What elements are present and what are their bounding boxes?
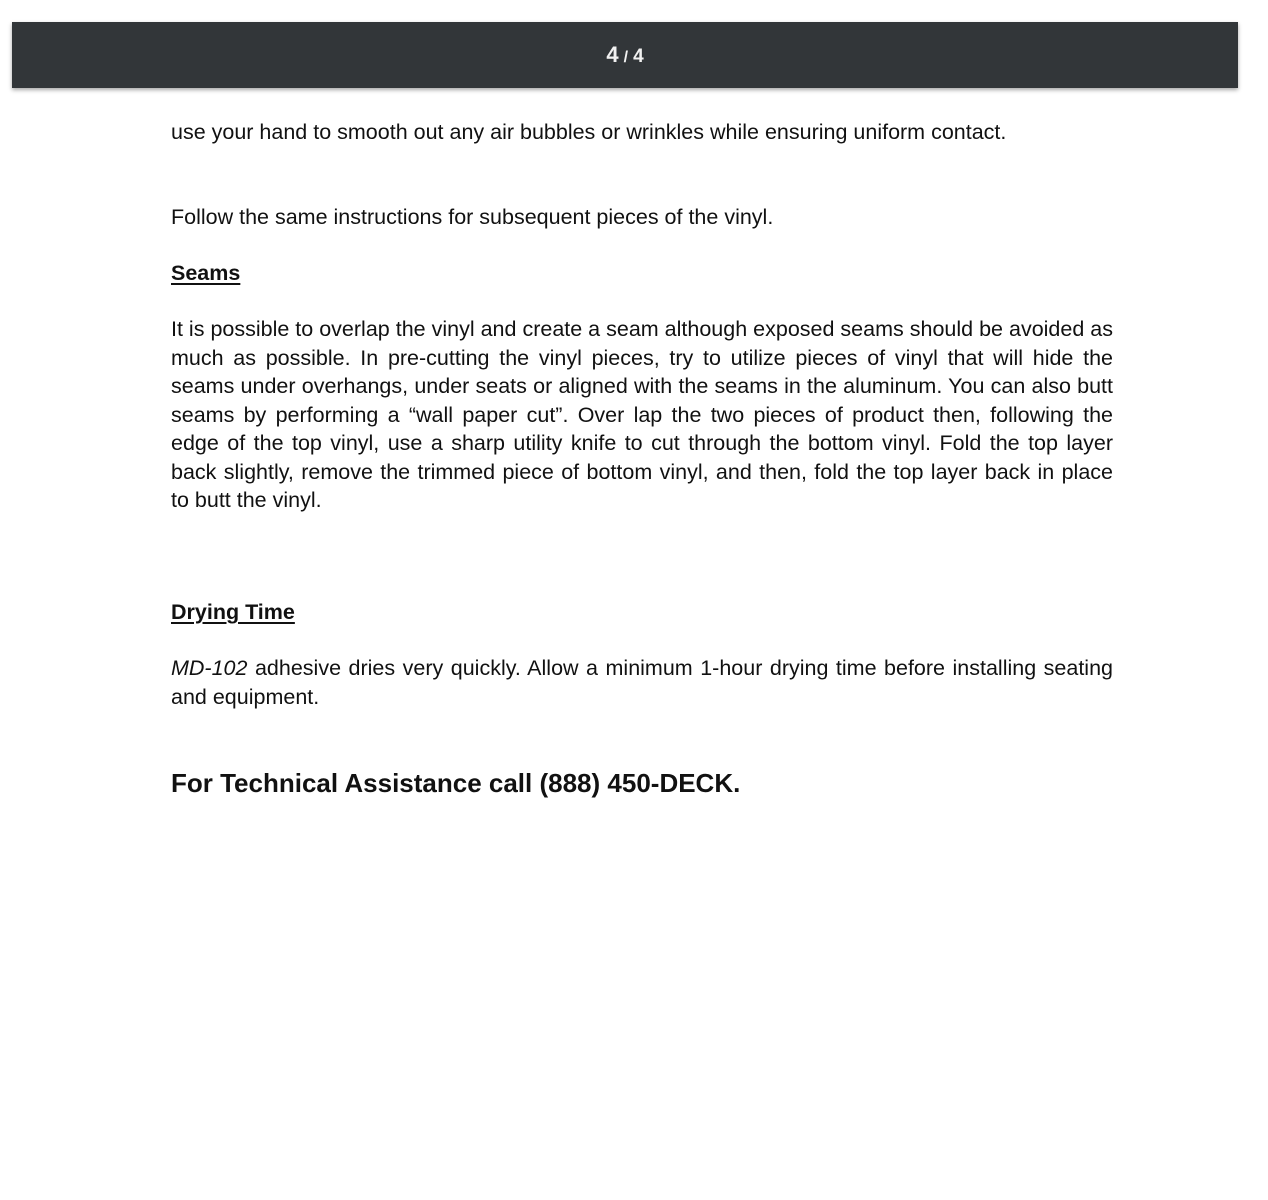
paragraph-seams: It is possible to overlap the vinyl and create a seam although exposed seams should be avoided as much as possible. In pre-cutting the vinyl pieces, try to utilize pieces of vinyl that will hide the seams under overhangs, under seats or aligned with the seams in the aluminum. You can also butt seams by performing a “wall paper cut”. Over lap the two pieces of product then, following the edge of the top vinyl, use a sharp utility knife to cut through the bottom vinyl. Fold the top layer back slightly, remove the trimmed piece of bottom vinyl, and then, fold the top layer back in place to butt the vinyl. [171, 317, 1113, 512]
pdf-viewer-toolbar [12, 22, 1238, 88]
paragraph-smoothing: use your hand to smooth out any air bubbles or wrinkles while ensuring uniform contact. [171, 120, 1007, 144]
total-pages: 4 [633, 46, 644, 67]
page-separator: / [623, 49, 629, 66]
current-page-number[interactable]: 4 [606, 42, 619, 67]
technical-assistance-line: For Technical Assistance call (888) 450-DECK. [171, 768, 741, 798]
heading-drying-time: Drying Time [171, 600, 295, 624]
page-indicator [606, 42, 643, 68]
heading-seams: Seams [171, 261, 241, 285]
paragraph-subsequent-pieces: Follow the same instructions for subsequent pieces of the vinyl. [171, 205, 774, 229]
drying-time-text: adhesive dries very quickly. Allow a minimum 1-hour drying time before installing seating and equipment. [171, 656, 1113, 709]
product-name: MD-102 [171, 656, 248, 680]
paragraph-drying-time [171, 654, 1113, 711]
